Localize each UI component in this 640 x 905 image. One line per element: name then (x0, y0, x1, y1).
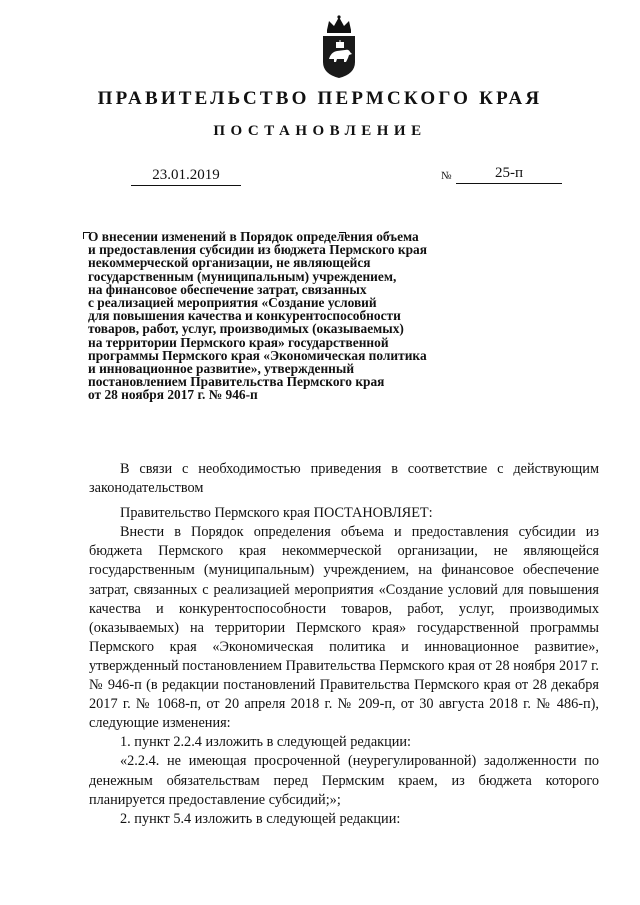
document-body (89, 460, 599, 829)
body-paragraph: Внести в Порядок определения объема и предоставления субсидии из бюджета Пермского края некоммерческой организации, не являющейся государственным (муниципальным) учреждением, на финансовое обеспечение затрат, связанных с реализацией мероприятия «Создание условий для повышения качества и конкурентоспособности товаров, работ, услуг, производимых (оказываемых) на территории Пермского края» государственной программы Пермского края «Экономическая политика и инновационное развитие», утвержденный постановлением Правительства Пермского края от 28 ноября 2017 г. № 946-п (в редакции постановлений Правительства Пермского края от 28 декабря 2017 г. № 1068-п, от 20 апреля 2018 г. № 209-п, от 30 августа 2018 г. № 486-п), следующие изменения: (89, 524, 599, 732)
document-subject: О внесении изменений в Порядок определения объема и предоставления субсидии из бюджета Пермского края некоммерческой организации, не являющейся государственным (муниципальным) учреждением, на финансовое обеспечение затрат, связанных с реализацией мероприятия «Создание условий для повышения качества и конкурентоспособности товаров, работ, услуг, производимых (оказываемых) на территории Пермского края» государственной программы Пермского края «Экономическая политика и инновационное развитие», утвержденный постановлением Правительства Пермского края от 28 ноября 2017 г. № 946-п (88, 229, 428, 403)
body-paragraph: В связи с необходимостью приведения в соответствие с действующим законодательством (89, 461, 599, 497)
document-date: 23.01.2019 (131, 166, 241, 186)
government-title: ПРАВИТЕЛЬСТВО ПЕРМСКОГО КРАЯ (97, 88, 543, 109)
document-type: ПОСТАНОВЛЕНИЕ (213, 123, 427, 139)
document-number: 25-п (456, 164, 562, 184)
body-paragraph: 2. пункт 5.4 изложить в следующей редакции: (120, 810, 401, 827)
body-paragraph: «2.2.4. не имеющая просроченной (неурегулированной) задолженности по денежным обязательствам перед Пермским краем, из бюджета которого планируется предоставление субсидий;»; (89, 753, 599, 808)
number-label: № (441, 170, 452, 182)
perm-krai-coat-of-arms-icon (319, 14, 359, 80)
body-paragraph: Правительство Пермского края ПОСТАНОВЛЯЕТ: (120, 505, 433, 522)
body-paragraph: 1. пункт 2.2.4 изложить в следующей редакции: (120, 734, 412, 751)
